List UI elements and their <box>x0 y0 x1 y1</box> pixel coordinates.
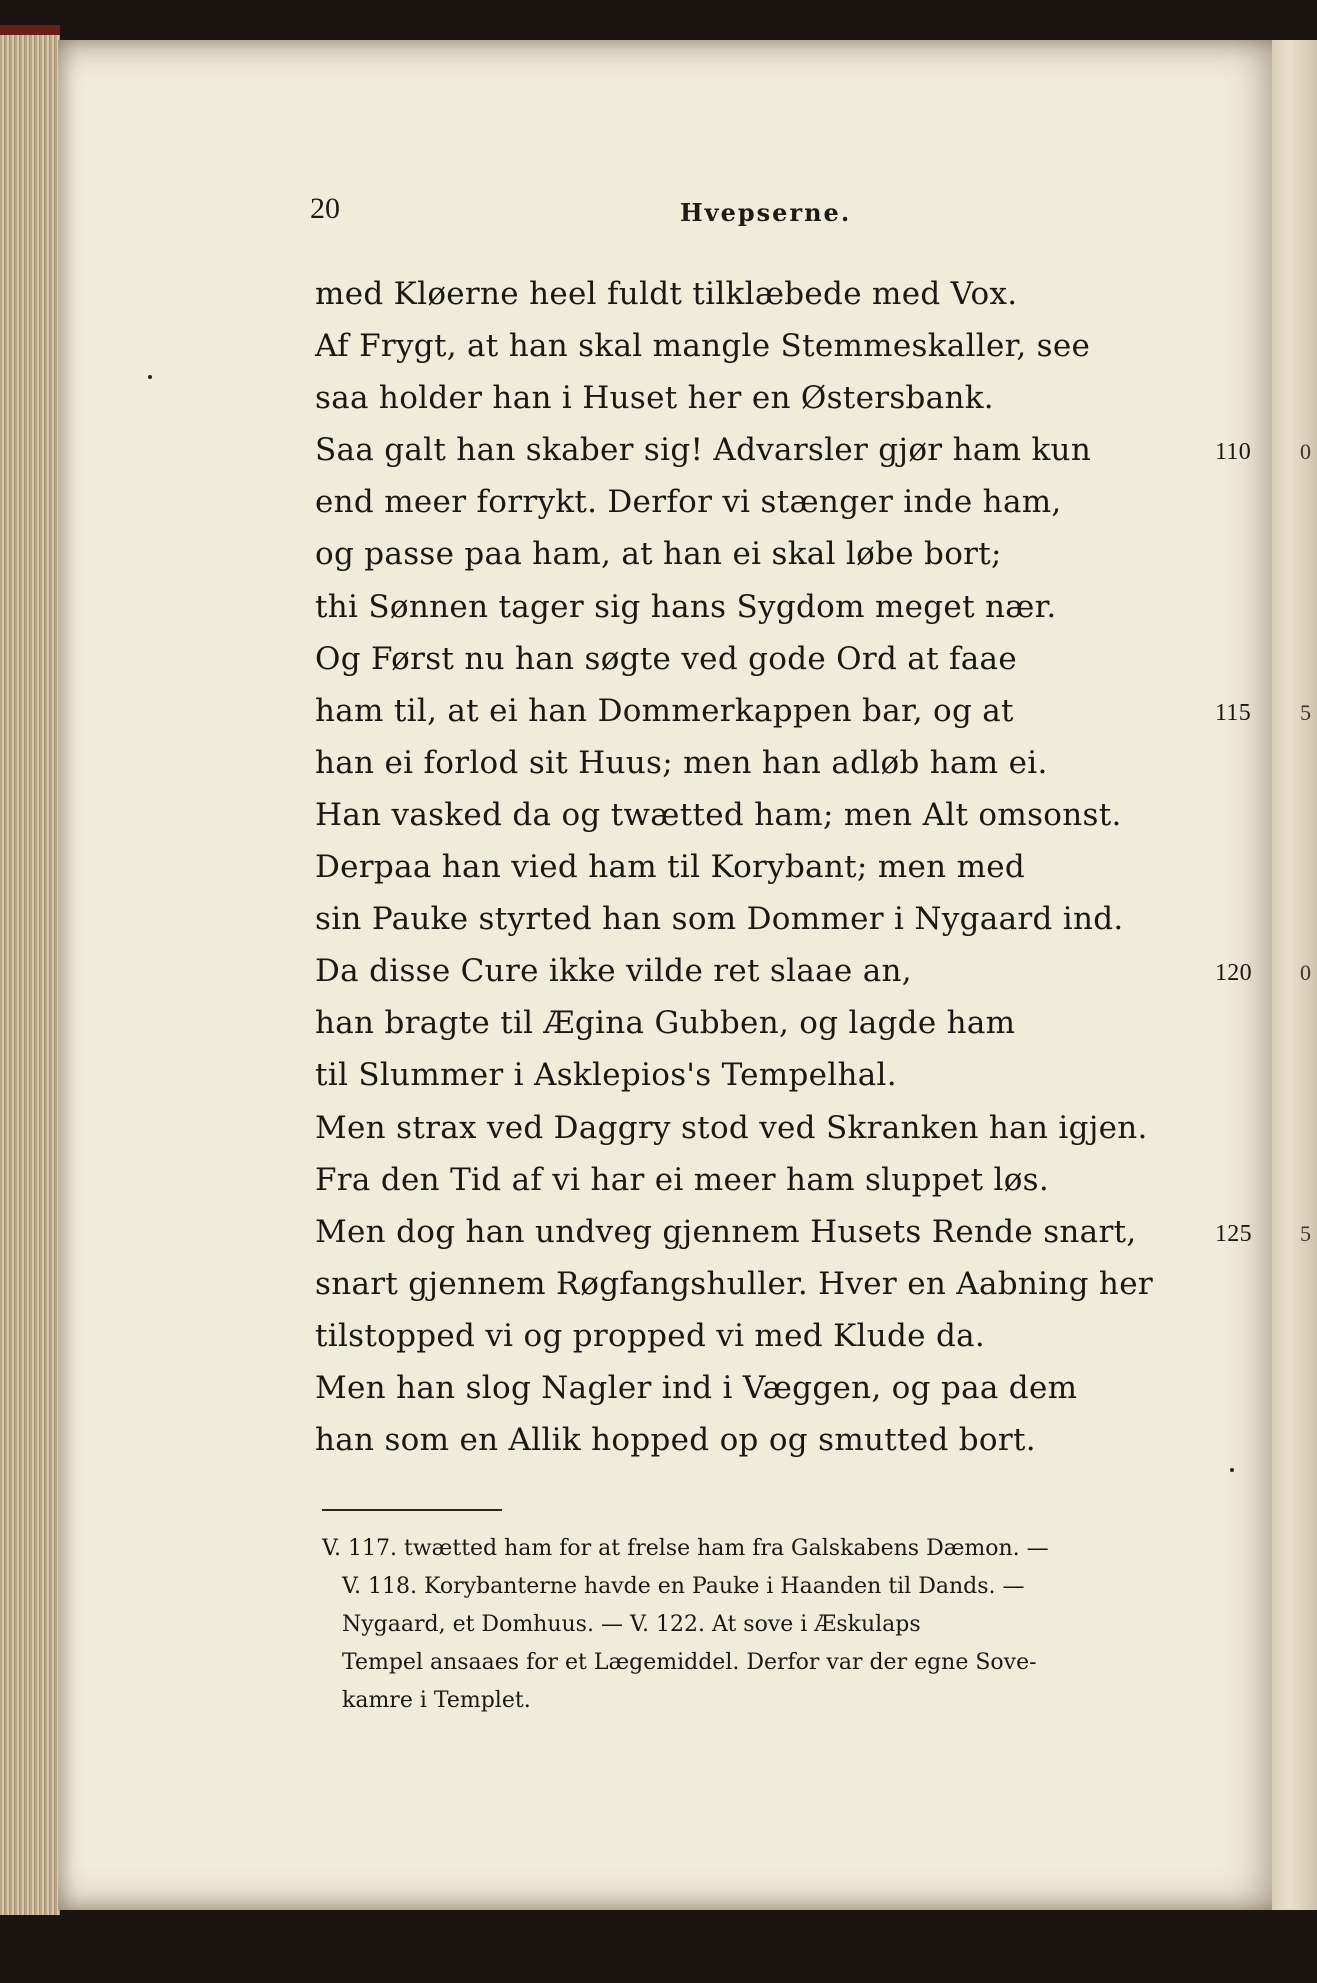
book-page-edges <box>0 35 60 1915</box>
verse-line-text: Fra den Tid af vi har ei meer ham sluppet løs. <box>315 1161 1050 1198</box>
verse-line-text: snart gjennem Røgfangshuller. Hver en Aabning her <box>315 1265 1153 1302</box>
verse-line <box>315 633 1165 685</box>
page-number: 20 <box>310 192 340 225</box>
verse-line-text: til Slummer i Asklepios's Tempelhal. <box>315 1057 897 1094</box>
verse-line <box>315 1258 1165 1310</box>
verse-line-text: tilstopped vi og propped vi med Klude da. <box>315 1317 986 1354</box>
verse-line <box>315 841 1165 893</box>
adjacent-page-line-number: 5 <box>1300 699 1312 725</box>
running-head: Hvepserne. <box>680 198 852 227</box>
paper-speck <box>1230 1468 1234 1472</box>
footnote-divider <box>322 1509 502 1511</box>
adjacent-page-line-number: 0 <box>1300 439 1312 465</box>
verse-line <box>315 424 1312 476</box>
verse-line-text: Derpaa han vied ham til Korybant; men med <box>315 849 1026 886</box>
verse-line-text: Af Frygt, at han skal mangle Stemmeskaller, see <box>315 328 1091 365</box>
footnote-line: Tempel ansaaes for et Lægemiddel. Derfor var der egne Sove- <box>342 1650 1037 1675</box>
verse-line-text: ham til, at ei han Dommerkappen bar, og at <box>315 692 1014 729</box>
verse-line-text: end meer forrykt. Derfor vi stænger inde ham, <box>315 484 1062 521</box>
verse-line <box>315 945 1312 997</box>
footnote-line: Nygaard, et Domhuus. — V. 122. At sove i Æskulaps <box>342 1612 921 1637</box>
verse-line-text: Men han slog Nagler ind i Væggen, og paa dem <box>315 1369 1078 1406</box>
footnote-line: kamre i Templet. <box>342 1688 531 1713</box>
verse-line-text: han ei forlod sit Huus; men han adløb ham ei. <box>315 744 1048 781</box>
paper-speck <box>148 375 152 379</box>
verse-line <box>315 476 1165 528</box>
verse-line-text: han som en Allik hopped op og smutted bort. <box>315 1422 1036 1459</box>
verse-line-text: Men dog han undveg gjennem Husets Rende snart, <box>315 1213 1137 1250</box>
verse-line <box>315 1154 1165 1206</box>
footnote-line: V. 118. Korybanterne havde en Pauke i Haanden til Dands. — <box>342 1574 1025 1599</box>
verse-line <box>315 1102 1165 1154</box>
verse-line-text: Han vasked da og twætted ham; men Alt omsonst. <box>315 796 1122 833</box>
verse-line <box>315 268 1165 320</box>
verse-line <box>315 1362 1165 1414</box>
line-number: 120 <box>1215 960 1252 987</box>
verse-line <box>315 1049 1165 1101</box>
verse-line-text: med Kløerne heel fuldt tilklæbede med Vox. <box>315 276 1018 312</box>
verse-line <box>315 789 1165 841</box>
verse-line <box>315 685 1312 737</box>
verse-line-text: og passe paa ham, at han ei skal løbe bort; <box>315 536 1002 573</box>
verse-line <box>315 997 1165 1049</box>
line-number: 115 <box>1215 699 1252 726</box>
verse-line <box>315 372 1165 424</box>
verse-line <box>315 1206 1312 1258</box>
verse-line <box>315 1414 1165 1466</box>
adjacent-page-line-number: 5 <box>1300 1220 1312 1246</box>
verse-line-text: Og Først nu han søgte ved gode Ord at faae <box>315 640 1017 677</box>
verse-block <box>315 268 1312 1466</box>
verse-line-text: Da disse Cure ikke vilde ret slaae an, <box>315 953 912 990</box>
adjacent-page-line-number: 0 <box>1300 960 1312 986</box>
verse-line <box>315 528 1165 580</box>
line-number: 110 <box>1215 439 1252 466</box>
verse-line <box>315 581 1165 633</box>
verse-line-text: sin Pauke styrted han som Dommer i Nygaard ind. <box>315 901 1124 938</box>
verse-line <box>315 1310 1165 1362</box>
footnotes <box>322 1530 1242 1720</box>
verse-line-text: Men strax ved Daggry stod ved Skranken han igjen. <box>315 1109 1148 1146</box>
verse-line-text: thi Sønnen tager sig hans Sygdom meget nær. <box>315 588 1057 625</box>
verse-line-text: Saa galt han skaber sig! Advarsler gjør ham kun <box>315 432 1092 469</box>
verse-line <box>315 737 1165 789</box>
verse-line-text: saa holder han i Huset her en Østersbank. <box>315 380 994 417</box>
verse-line-text: han bragte til Ægina Gubben, og lagde ham <box>315 1005 1016 1042</box>
footnote-line: V. 117. twætted ham for at frelse ham fra Galskabens Dæmon. — <box>322 1536 1049 1561</box>
verse-line <box>315 893 1165 945</box>
line-number: 125 <box>1215 1220 1252 1247</box>
verse-line <box>315 320 1165 372</box>
page-header <box>310 192 1110 232</box>
